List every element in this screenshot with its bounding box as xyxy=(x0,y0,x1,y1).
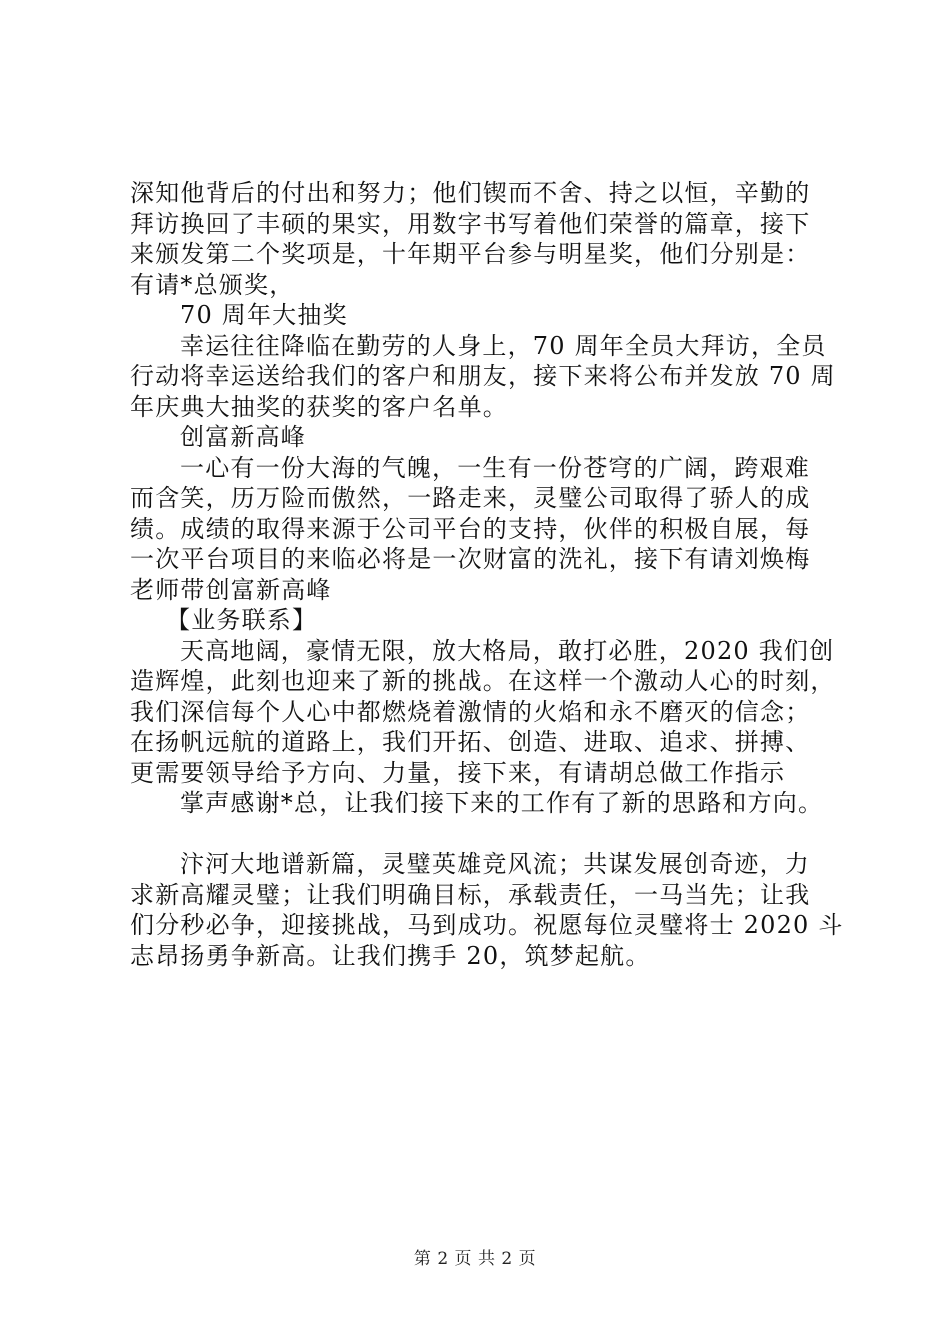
text-line: 们分秒必争，迎接挑战，马到成功。祝愿每位灵璧将士 2020 斗 xyxy=(130,911,844,939)
text-line: 天高地阔，豪情无限，放大格局，敢打必胜，2020 我们创 xyxy=(180,636,835,665)
section-heading-peak: 创富新高峰 xyxy=(180,423,306,451)
text-line: 深知他背后的付出和努力；他们锲而不舍、持之以恒，辛勤的 xyxy=(130,179,811,207)
text-line: 汴河大地谱新篇，灵璧英雄竞风流；共谋发展创奇迹，力 xyxy=(180,850,810,878)
text-line: 求新高耀灵璧；让我们明确目标，承载责任，一马当先；让我 xyxy=(130,880,811,909)
text-line: 一次平台项目的来临必将是一次财富的洗礼，接下有请刘焕梅 xyxy=(130,545,811,573)
text-line: 年庆典大抽奖的获奖的客户名单。 xyxy=(130,392,508,421)
page-number-footer: 第 2 页 共 2 页 xyxy=(413,1249,537,1269)
text-line: 有请*总颁奖， xyxy=(130,270,295,299)
section-heading-lottery: 70 周年大抽奖 xyxy=(180,301,348,329)
text-line: 志昂扬勇争新高。让我们携手 20，筑梦起航。 xyxy=(130,941,651,970)
text-line: 行动将幸运送给我们的客户和朋友，接下来将公布并发放 70 周 xyxy=(130,362,836,390)
text-line: 更需要领导给予方向、力量，接下来，有请胡总做工作指示 xyxy=(130,758,786,787)
text-line: 掌声感谢*总，让我们接下来的工作有了新的思路和方向。 xyxy=(180,789,824,817)
text-line: 造辉煌，此刻也迎来了新的挑战。在这样一个激动人心的时刻， xyxy=(130,667,836,695)
text-line: 老师带创富新高峰 xyxy=(130,575,332,604)
text-line: 而含笑，历万险而傲然，一路走来，灵璧公司取得了骄人的成 xyxy=(130,484,811,512)
blank-line xyxy=(130,819,830,850)
text-line: 幸运往往降临在勤劳的人身上，70 周年全员大拜访，全员 xyxy=(180,331,827,360)
section-heading-business: 【业务联系】 xyxy=(166,606,318,634)
text-line: 一心有一份大海的气魄，一生有一份苍穹的广阔，跨艰难 xyxy=(180,453,810,482)
text-line: 拜访换回了丰硕的果实，用数字书写着他们荣誉的篇章，接下 xyxy=(130,209,811,238)
document-body xyxy=(130,178,844,971)
text-line: 绩。成绩的取得来源于公司平台的支持，伙伴的积极自展，每 xyxy=(130,514,811,543)
text-line: 在扬帆远航的道路上，我们开拓、创造、进取、追求、拼搏、 xyxy=(130,728,811,756)
text-line: 来颁发第二个奖项是，十年期平台参与明星奖，他们分别是： xyxy=(130,240,811,268)
text-line: 我们深信每个人心中都燃烧着激情的火焰和永不磨灭的信念； xyxy=(130,697,811,726)
